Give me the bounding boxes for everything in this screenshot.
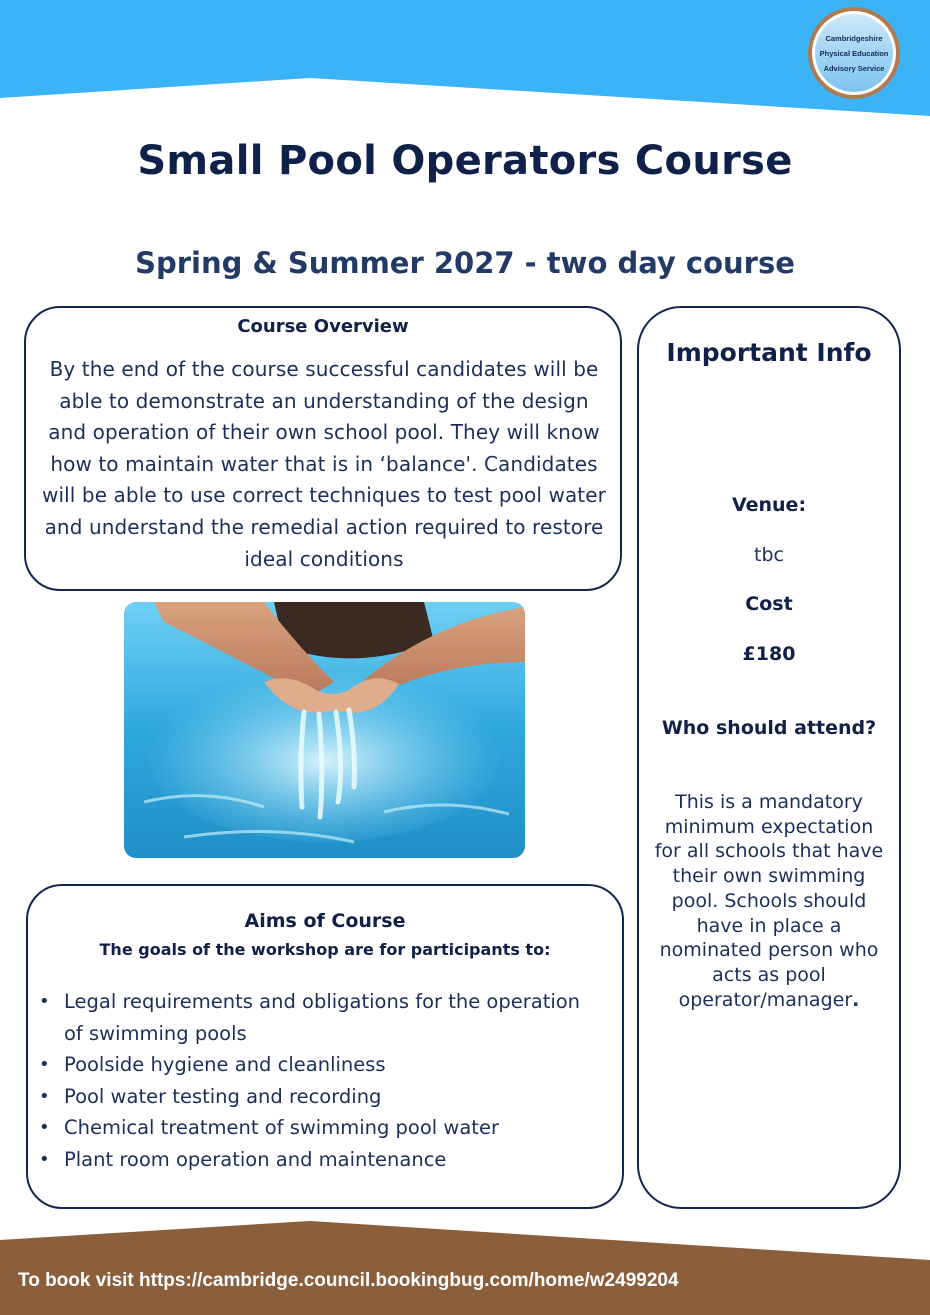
cpeas-logo (808, 7, 900, 99)
list-item: • Plant room operation and maintenance (64, 1144, 604, 1176)
booking-link-text[interactable]: To book visit https://cambridge.council.bookingbug.com/home/w2499204 (18, 1270, 679, 1291)
logo-text-line-3: Advisory Service (823, 63, 885, 73)
list-item: • Legal requirements and obligations for the operation of swimming pools (64, 986, 604, 1049)
important-info-box (637, 306, 901, 1209)
venue-label: Venue: (731, 494, 807, 516)
who-should-attend-body: This is a mandatory minimum expectation for all schools that have their own swimming pool. Schools should have in place a nominated person who acts as pool operator/manager (654, 791, 884, 1011)
venue-value: tbc (754, 544, 784, 566)
course-overview-text: By the end of the course successful candidates will be able to demonstrate an understanding of the design and operation of their own school pool. They will know how to maintain water that is in ‘balance'. Candidates will be able to use correct techniques to test pool water and understand the remedial action required to restore ideal conditions (42, 357, 606, 571)
aims-subheading: The goals of the workshop are for participants to: (99, 940, 551, 959)
header-band-shape (0, 0, 930, 116)
page-subtitle: Spring & Summer 2027 - two day course (135, 246, 795, 280)
who-should-attend-heading: Who should attend? (661, 717, 877, 739)
cost-value: £180 (742, 643, 796, 665)
header-band (0, 0, 930, 130)
aims-heading: Aims of Course (244, 910, 406, 932)
course-overview-box (24, 306, 622, 591)
course-overview-heading: Course Overview (237, 316, 409, 337)
logo-text-line-2: Physical Education (819, 48, 889, 58)
cost-label: Cost (745, 593, 793, 615)
who-should-attend-period: . (852, 988, 860, 1011)
water-shine (144, 662, 504, 842)
logo-text-line-1: Cambridgeshire (825, 33, 883, 43)
photo-illustration (124, 602, 525, 858)
list-item: • Poolside hygiene and cleanliness (64, 1049, 604, 1081)
list-item: • Chemical treatment of swimming pool water (64, 1112, 604, 1144)
cupped-hands-water-photo (124, 602, 525, 858)
list-item: • Pool water testing and recording (64, 1081, 604, 1113)
who-should-attend-text (653, 790, 885, 1012)
logo-inner-circle (815, 14, 893, 92)
aims-list (62, 986, 604, 1176)
footer-band (0, 1218, 930, 1315)
footer-band-shape (0, 1221, 930, 1315)
aims-of-course-box (26, 884, 624, 1209)
important-info-heading: Important Info (666, 338, 872, 367)
page-title: Small Pool Operators Course (137, 138, 793, 184)
